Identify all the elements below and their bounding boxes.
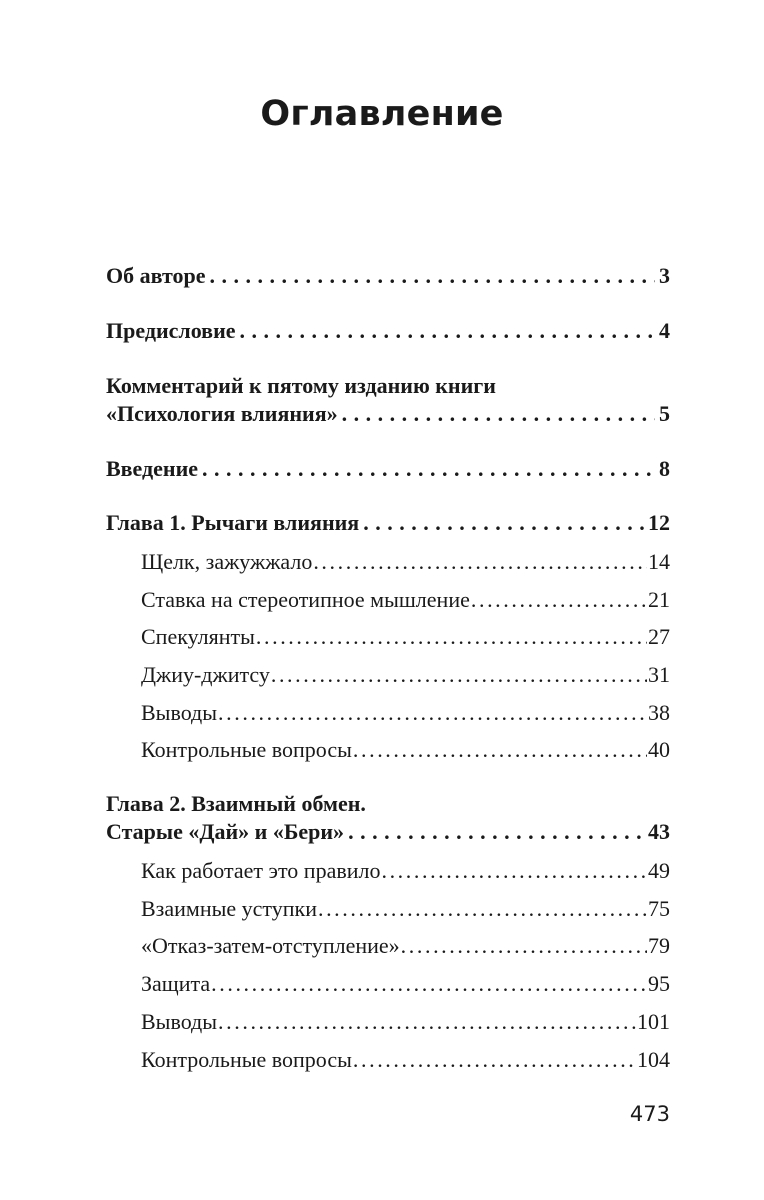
dot-leader — [202, 455, 655, 483]
toc-subentry-label: Спекулянты — [141, 624, 255, 649]
toc-subentry-page: 14 — [648, 549, 670, 574]
toc-subentry[interactable] — [141, 699, 670, 727]
toc-subentry[interactable] — [141, 1008, 670, 1036]
dot-leader — [381, 857, 647, 885]
toc-subentry-label: Щелк, зажужжало — [141, 549, 313, 574]
toc-entry-introduction[interactable] — [106, 455, 670, 483]
toc-subentry-page: 31 — [648, 662, 670, 687]
toc-subentry-label: «Отказ-затем-отступление» — [141, 933, 400, 958]
dot-leader — [353, 736, 647, 764]
toc-subentry-label: Как работает это правило — [141, 858, 381, 883]
toc-subentry-label: Взаимные уступки — [141, 896, 317, 921]
toc-subentry[interactable] — [141, 1046, 670, 1074]
dot-leader — [318, 895, 647, 923]
toc-subentry-page: 40 — [648, 737, 670, 762]
toc-subentry-page: 79 — [648, 933, 670, 958]
toc-subentry[interactable] — [141, 623, 670, 651]
dot-leader — [218, 699, 647, 727]
dot-leader — [218, 1008, 636, 1036]
toc-entry-page: 5 — [659, 401, 670, 426]
toc-subentry[interactable] — [141, 736, 670, 764]
toc-subentry-label: Выводы — [141, 1009, 218, 1034]
toc-entry-label: Глава 1. Рычаги влияния — [106, 510, 360, 535]
toc-subentry-page: 101 — [637, 1009, 670, 1034]
toc-subentry[interactable] — [141, 970, 670, 998]
dot-leader — [471, 586, 647, 614]
toc-entry-about-author[interactable] — [106, 262, 670, 290]
toc-entry-page: 3 — [659, 263, 670, 288]
page-title: Оглавление — [260, 94, 504, 134]
toc-subentry-page: 104 — [637, 1047, 670, 1072]
toc-entry-preface[interactable] — [106, 317, 670, 345]
toc-subentry[interactable] — [141, 548, 670, 576]
toc-entry-chapter-2-line1[interactable]: Глава 2. Взаимный обмен. — [106, 791, 366, 816]
toc-subentry[interactable] — [141, 857, 670, 885]
dot-leader — [271, 661, 647, 689]
toc-entry-label: «Психология влияния» — [106, 401, 338, 426]
toc-entry-chapter-1[interactable] — [106, 509, 670, 537]
toc-subentry-label: Джиу-джитсу — [141, 662, 270, 687]
dot-leader — [363, 509, 644, 537]
toc-subentry[interactable] — [141, 586, 670, 614]
toc-subentry-page: 75 — [648, 896, 670, 921]
dot-leader — [348, 818, 644, 846]
toc-entry-label: Введение — [106, 456, 199, 481]
toc-subentry-label: Защита — [141, 971, 211, 996]
dot-leader — [211, 970, 647, 998]
toc-subentry-label: Выводы — [141, 700, 218, 725]
toc-entry-label: Старые «Дай» и «Бери» — [106, 819, 345, 844]
toc-entry-page: 43 — [648, 819, 670, 844]
dot-leader — [240, 317, 655, 345]
toc-entry-commentary[interactable] — [106, 400, 670, 428]
toc-entry-page: 8 — [659, 456, 670, 481]
toc-entry-chapter-2[interactable] — [106, 818, 670, 846]
dot-leader — [342, 400, 655, 428]
toc-subentry[interactable] — [141, 661, 670, 689]
dot-leader — [209, 262, 655, 290]
page-number: 473 — [629, 1102, 670, 1126]
toc-entry-commentary-line1[interactable]: Комментарий к пятому изданию книги — [106, 373, 496, 398]
toc-subentry-page: 49 — [648, 858, 670, 883]
toc-entry-page: 12 — [648, 510, 670, 535]
toc-subentry-page: 21 — [648, 587, 670, 612]
toc-subentry-label: Контрольные вопросы — [141, 737, 352, 762]
toc-subentry[interactable] — [141, 932, 670, 960]
toc-entry-label: Предисловие — [106, 318, 236, 343]
toc-subentry-page: 38 — [648, 700, 670, 725]
toc-entry-page: 4 — [659, 318, 670, 343]
toc-entry-label: Об авторе — [106, 263, 206, 288]
toc-subentry-page: 27 — [648, 624, 670, 649]
dot-leader — [353, 1046, 636, 1074]
toc-subentry[interactable] — [141, 895, 670, 923]
toc-subentry-label: Ставка на стереотипное мышление — [141, 587, 470, 612]
dot-leader — [401, 932, 647, 960]
toc-subentry-label: Контрольные вопросы — [141, 1047, 352, 1072]
toc-subentry-page: 95 — [648, 971, 670, 996]
dot-leader — [313, 548, 647, 576]
dot-leader — [256, 623, 647, 651]
